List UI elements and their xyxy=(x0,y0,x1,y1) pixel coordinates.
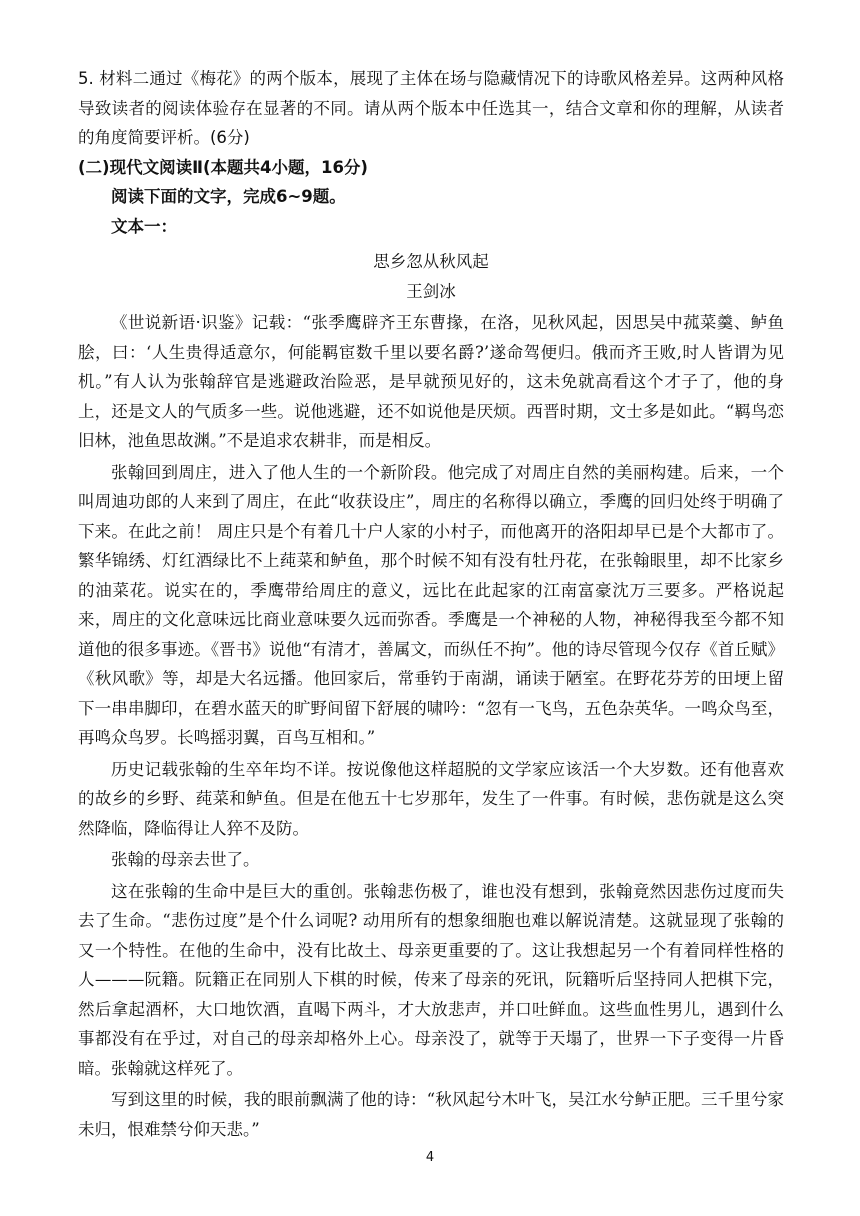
page-content xyxy=(78,64,784,1144)
article-author: 王剑冰 xyxy=(406,281,456,301)
page-number: 4 xyxy=(425,1150,435,1165)
question-5: 5. 材料二通过《梅花》的两个版本，展现了主体在场与隐藏情况下的诗歌风格差异。这两种风格导致读者的阅读体验存在显著的不同。请从两个版本中任选其一，结合文章和你的理解，从读者的角度简要评析。(6分) xyxy=(78,69,784,147)
article-paragraph-2: 张翰回到周庄，进入了他人生的一个新阶段。他完成了对周庄自然的美丽构建。后来，一个叫周迪功郎的人来到了周庄，在此“收获设庄”，周庄的名称得以确立，季鹰的回归处终于明确了下来。在此之前！ 周庄只是个有着几十户人家的小村子，而他离开的洛阳却早已是个大都市了。繁华锦绣、灯红酒绿比不上莼菜和鲈鱼，那个时候不知有没有牡丹花，在张翰眼里，却不比家乡的油菜花。说实在的，季鹰带给周庄的意义，远比在此起家的江南富豪沈万三要多。严格说起来，周庄的文化意味远比商业意味要久远而弥香。季鹰是一个神秘的人物，神秘得我至今都不知道他的很多事迹。《晋书》说他“有清才，善属文，而纵任不拘”。他的诗尽管现今仅存《首丘赋》《秋风歌》等，却是大名远播。他回家后，常垂钓于南湖，诵读于陋室。在野花芬芳的田埂上留下一串串脚印，在碧水蓝天的旷野间留下舒展的啸吟：“忽有一飞鸟，五色杂英华。一鸣众鸟至，再鸣众鸟罗。长鸣摇羽翼，百鸟互相和。” xyxy=(78,462,784,747)
article-paragraph-6: 写到这里的时候，我的眼前飘满了他的诗：“秋风起兮木叶飞，吴江水兮鲈正肥。三千里兮家未归，恨难禁兮仰天悲。” xyxy=(78,1090,784,1139)
article-paragraph-3: 历史记载张翰的生卒年均不详。按说像他这样超脱的文学家应该活一个大岁数。还有他喜欢的故乡的乡野、莼菜和鲈鱼。但是在他五十七岁那年，发生了一件事。有时候，悲伤就是这么突然降临，降临得让人猝不及防。 xyxy=(78,759,784,838)
section-heading: (二)现代文阅读Ⅱ(本题共4小题，16分) xyxy=(78,157,368,177)
text-label: 文本一： xyxy=(111,216,177,236)
article-title: 思乡忽从秋风起 xyxy=(373,252,489,271)
article-paragraph-4: 张翰的母亲去世了。 xyxy=(111,850,260,869)
article-paragraph-5: 这在张翰的生命中是巨大的重创。张翰悲伤极了，谁也没有想到，张翰竟然因悲伤过度而失去了生命。“悲伤过度”是个什么词呢? 动用所有的想象细胞也难以解说清楚。这就显现了张翰的又一个特性。在他的生命中，没有比故土、母亲更重要的了。这让我想起另一个有着同样性格的人———阮籍。阮籍正在同别人下棋的时候，传来了母亲的死讯，阮籍听后坚持同人把棋下完，然后拿起酒杯，大口地饮酒，直喝下两斗，才大放悲声，并口吐鲜血。这些血性男儿，遇到什么事都没有在乎过，对自己的母亲却格外上心。母亲没了，就等于天塌了，世界一下子变得一片昏暗。张翰就这样死了。 xyxy=(78,881,784,1078)
article-paragraph-1: 《世说新语·识鉴》记载：“张季鹰辟齐王东曹掾，在洛，见秋风起，因思吴中菰菜羹、鲈鱼脍，曰：‘人生贵得适意尔，何能羁宦数千里以要名爵?’遂命驾便归。俄而齐王败,时人皆谓为见机。”有人认为张翰辞官是逃避政治险恶，是早就预见好的，这未免就高看这个才子了，他的身上，还是文人的气质多一些。说他逃避，还不如说他是厌烦。西晋时期，文士多是如此。“羁鸟恋旧林，池鱼思故渊。”不是追求农耕非，而是相反。 xyxy=(78,313,784,450)
reading-instruction: 阅读下面的文字，完成6~9题。 xyxy=(111,187,346,206)
